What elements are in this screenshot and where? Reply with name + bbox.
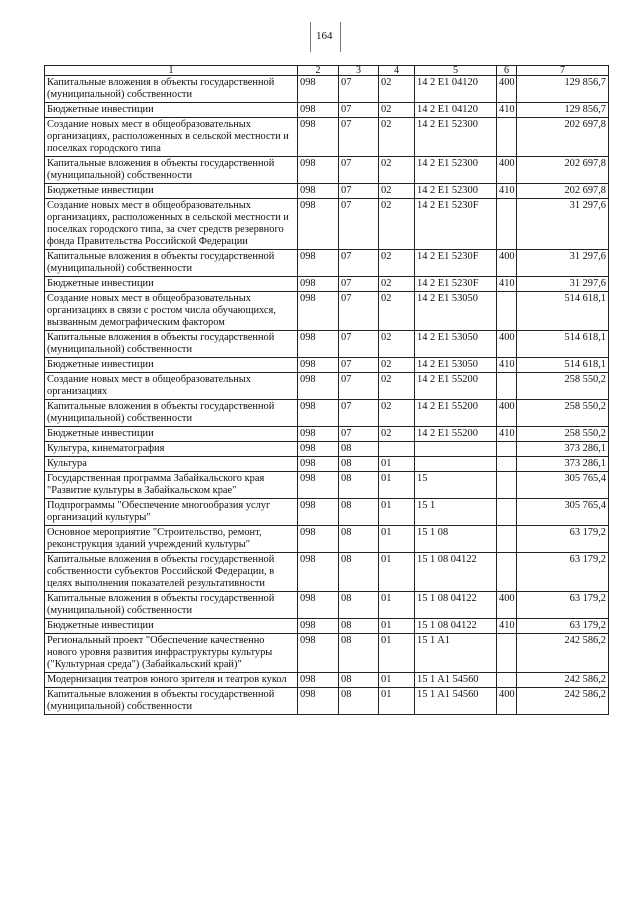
- target-article-code: [415, 457, 497, 472]
- item-name: Бюджетные инвестиции: [45, 619, 298, 634]
- section-code: 07: [339, 277, 379, 292]
- column-header: 2: [298, 66, 339, 76]
- section-code: 08: [339, 553, 379, 592]
- amount: 373 286,1: [517, 442, 609, 457]
- section-code: 08: [339, 499, 379, 526]
- expense-type-code: [497, 673, 517, 688]
- header-divider: [310, 22, 311, 52]
- grbs-code: 098: [298, 442, 339, 457]
- item-name: Бюджетные инвестиции: [45, 184, 298, 199]
- expense-type-code: [497, 526, 517, 553]
- table-row: [45, 157, 609, 184]
- item-name: Подпрограммы "Обеспечение многообразия услуг организаций культуры": [45, 499, 298, 526]
- target-article-code: 15 1 A1 54560: [415, 673, 497, 688]
- table-row: [45, 277, 609, 292]
- item-name: Создание новых мест в общеобразовательных организациях: [45, 373, 298, 400]
- expense-type-code: 410: [497, 184, 517, 199]
- item-name: Государственная программа Забайкальского края "Развитие культуры в Забайкальском крае": [45, 472, 298, 499]
- subsection-code: 02: [379, 199, 415, 250]
- table-row: [45, 292, 609, 331]
- table-row: [45, 331, 609, 358]
- amount: 63 179,2: [517, 592, 609, 619]
- amount: 31 297,6: [517, 250, 609, 277]
- expense-type-code: 410: [497, 103, 517, 118]
- target-article-code: 15: [415, 472, 497, 499]
- grbs-code: 098: [298, 457, 339, 472]
- amount: 514 618,1: [517, 331, 609, 358]
- subsection-code: 02: [379, 277, 415, 292]
- section-code: 07: [339, 157, 379, 184]
- budget-table: [44, 65, 609, 715]
- subsection-code: 01: [379, 526, 415, 553]
- grbs-code: 098: [298, 103, 339, 118]
- expense-type-code: [497, 553, 517, 592]
- target-article-code: 14 2 E1 53050: [415, 358, 497, 373]
- expense-type-code: [497, 634, 517, 673]
- section-code: 07: [339, 76, 379, 103]
- amount: 63 179,2: [517, 553, 609, 592]
- section-code: 08: [339, 526, 379, 553]
- subsection-code: 01: [379, 634, 415, 673]
- amount: 31 297,6: [517, 199, 609, 250]
- section-code: 07: [339, 103, 379, 118]
- section-code: 07: [339, 199, 379, 250]
- section-code: 07: [339, 118, 379, 157]
- column-header: 4: [379, 66, 415, 76]
- amount: 202 697,8: [517, 184, 609, 199]
- subsection-code: 01: [379, 688, 415, 715]
- target-article-code: 14 2 E1 53050: [415, 331, 497, 358]
- item-name: Культура, кинематография: [45, 442, 298, 457]
- item-name: Создание новых мест в общеобразовательных организациях, расположенных в сельской местности и поселках городского типа, за счет средств резервного фонда Правительства Российской Федерации: [45, 199, 298, 250]
- table-body: [45, 76, 609, 715]
- expense-type-code: 410: [497, 427, 517, 442]
- subsection-code: 02: [379, 400, 415, 427]
- grbs-code: 098: [298, 277, 339, 292]
- target-article-code: 15 1 08: [415, 526, 497, 553]
- table-row: [45, 358, 609, 373]
- column-header: 1: [45, 66, 298, 76]
- table-row: [45, 76, 609, 103]
- subsection-code: 02: [379, 76, 415, 103]
- subsection-code: [379, 442, 415, 457]
- table-row: [45, 634, 609, 673]
- amount: 129 856,7: [517, 76, 609, 103]
- table-row: [45, 442, 609, 457]
- grbs-code: 098: [298, 619, 339, 634]
- table-row: [45, 499, 609, 526]
- table-row: [45, 373, 609, 400]
- section-code: 07: [339, 427, 379, 442]
- subsection-code: 02: [379, 103, 415, 118]
- subsection-code: 02: [379, 373, 415, 400]
- expense-type-code: 410: [497, 277, 517, 292]
- expense-type-code: 400: [497, 157, 517, 184]
- column-header: 5: [415, 66, 497, 76]
- item-name: Создание новых мест в общеобразовательных организациях в связи с ростом числа обучающихся, вызванным демографическим фактором: [45, 292, 298, 331]
- item-name: Бюджетные инвестиции: [45, 103, 298, 118]
- target-article-code: 14 2 E1 55200: [415, 400, 497, 427]
- section-code: 08: [339, 592, 379, 619]
- subsection-code: 01: [379, 457, 415, 472]
- amount: 258 550,2: [517, 400, 609, 427]
- table-row: [45, 673, 609, 688]
- amount: 258 550,2: [517, 373, 609, 400]
- amount: 242 586,2: [517, 634, 609, 673]
- expense-type-code: 410: [497, 619, 517, 634]
- amount: 373 286,1: [517, 457, 609, 472]
- expense-type-code: 400: [497, 592, 517, 619]
- expense-type-code: [497, 292, 517, 331]
- section-code: 07: [339, 373, 379, 400]
- subsection-code: 02: [379, 292, 415, 331]
- table-row: [45, 619, 609, 634]
- target-article-code: 15 1 A1: [415, 634, 497, 673]
- target-article-code: 14 2 E1 04120: [415, 76, 497, 103]
- item-name: Бюджетные инвестиции: [45, 277, 298, 292]
- expense-type-code: 400: [497, 400, 517, 427]
- amount: 242 586,2: [517, 673, 609, 688]
- amount: 202 697,8: [517, 118, 609, 157]
- grbs-code: 098: [298, 331, 339, 358]
- target-article-code: 14 2 E1 04120: [415, 103, 497, 118]
- column-header: 6: [497, 66, 517, 76]
- grbs-code: 098: [298, 472, 339, 499]
- grbs-code: 098: [298, 673, 339, 688]
- section-code: 07: [339, 331, 379, 358]
- item-name: Капитальные вложения в объекты государственной (муниципальной) собственности: [45, 592, 298, 619]
- target-article-code: [415, 442, 497, 457]
- subsection-code: 02: [379, 427, 415, 442]
- subsection-code: 02: [379, 331, 415, 358]
- table-row: [45, 688, 609, 715]
- table-row: [45, 526, 609, 553]
- table-row: [45, 250, 609, 277]
- table-row: [45, 592, 609, 619]
- grbs-code: 098: [298, 250, 339, 277]
- expense-type-code: [497, 442, 517, 457]
- column-header: 7: [517, 66, 609, 76]
- grbs-code: 098: [298, 592, 339, 619]
- amount: 31 297,6: [517, 277, 609, 292]
- table-row: [45, 400, 609, 427]
- target-article-code: 14 2 E1 5230F: [415, 199, 497, 250]
- header-divider: [340, 22, 341, 52]
- section-code: 07: [339, 292, 379, 331]
- item-name: Создание новых мест в общеобразовательных организациях, расположенных в сельской местности и поселках городского типа: [45, 118, 298, 157]
- target-article-code: 15 1 08 04122: [415, 553, 497, 592]
- table-row: [45, 199, 609, 250]
- grbs-code: 098: [298, 526, 339, 553]
- expense-type-code: 400: [497, 331, 517, 358]
- target-article-code: 15 1 08 04122: [415, 619, 497, 634]
- target-article-code: 14 2 E1 52300: [415, 184, 497, 199]
- target-article-code: 14 2 E1 5230F: [415, 277, 497, 292]
- amount: 258 550,2: [517, 427, 609, 442]
- subsection-code: 01: [379, 499, 415, 526]
- item-name: Региональный проект "Обеспечение качественно нового уровня развития инфраструктуры культуры ("Культурная среда") (Забайкальский край)": [45, 634, 298, 673]
- expense-type-code: 400: [497, 688, 517, 715]
- grbs-code: 098: [298, 199, 339, 250]
- grbs-code: 098: [298, 499, 339, 526]
- target-article-code: 14 2 E1 52300: [415, 118, 497, 157]
- subsection-code: 02: [379, 157, 415, 184]
- item-name: Бюджетные инвестиции: [45, 427, 298, 442]
- subsection-code: 01: [379, 472, 415, 499]
- table-row: [45, 103, 609, 118]
- section-code: 08: [339, 457, 379, 472]
- table-row: [45, 184, 609, 199]
- amount: 514 618,1: [517, 292, 609, 331]
- item-name: Капитальные вложения в объекты государственной собственности субъектов Российской Федерации, в целях выполнения показателей результативности: [45, 553, 298, 592]
- expense-type-code: 400: [497, 250, 517, 277]
- target-article-code: 14 2 E1 55200: [415, 427, 497, 442]
- grbs-code: 098: [298, 358, 339, 373]
- item-name: Капитальные вложения в объекты государственной (муниципальной) собственности: [45, 688, 298, 715]
- page-number: 164: [316, 30, 333, 42]
- amount: 305 765,4: [517, 499, 609, 526]
- section-code: 08: [339, 619, 379, 634]
- column-header: 3: [339, 66, 379, 76]
- grbs-code: 098: [298, 553, 339, 592]
- grbs-code: 098: [298, 292, 339, 331]
- grbs-code: 098: [298, 373, 339, 400]
- grbs-code: 098: [298, 688, 339, 715]
- expense-type-code: 400: [497, 76, 517, 103]
- section-code: 08: [339, 634, 379, 673]
- target-article-code: 15 1: [415, 499, 497, 526]
- amount: 129 856,7: [517, 103, 609, 118]
- expense-type-code: 410: [497, 358, 517, 373]
- subsection-code: 02: [379, 358, 415, 373]
- subsection-code: 02: [379, 184, 415, 199]
- grbs-code: 098: [298, 118, 339, 157]
- section-code: 07: [339, 250, 379, 277]
- item-name: Культура: [45, 457, 298, 472]
- expense-type-code: [497, 472, 517, 499]
- subsection-code: 01: [379, 553, 415, 592]
- target-article-code: 14 2 E1 52300: [415, 157, 497, 184]
- section-code: 08: [339, 472, 379, 499]
- subsection-code: 01: [379, 673, 415, 688]
- amount: 63 179,2: [517, 619, 609, 634]
- amount: 305 765,4: [517, 472, 609, 499]
- subsection-code: 01: [379, 619, 415, 634]
- item-name: Бюджетные инвестиции: [45, 358, 298, 373]
- target-article-code: 14 2 E1 5230F: [415, 250, 497, 277]
- target-article-code: 15 1 08 04122: [415, 592, 497, 619]
- grbs-code: 098: [298, 427, 339, 442]
- amount: 202 697,8: [517, 157, 609, 184]
- table-row: [45, 457, 609, 472]
- expense-type-code: [497, 118, 517, 157]
- target-article-code: 15 1 A1 54560: [415, 688, 497, 715]
- item-name: Модернизация театров юного зрителя и театров кукол: [45, 673, 298, 688]
- item-name: Капитальные вложения в объекты государственной (муниципальной) собственности: [45, 400, 298, 427]
- expense-type-code: [497, 199, 517, 250]
- table-row: [45, 472, 609, 499]
- table-row: [45, 118, 609, 157]
- target-article-code: 14 2 E1 53050: [415, 292, 497, 331]
- amount: 514 618,1: [517, 358, 609, 373]
- section-code: 08: [339, 688, 379, 715]
- section-code: 07: [339, 184, 379, 199]
- item-name: Капитальные вложения в объекты государственной (муниципальной) собственности: [45, 331, 298, 358]
- expense-type-code: [497, 373, 517, 400]
- section-code: 07: [339, 358, 379, 373]
- item-name: Капитальные вложения в объекты государственной (муниципальной) собственности: [45, 250, 298, 277]
- item-name: Основное мероприятие "Строительство, ремонт, реконструкция зданий учреждений культуры": [45, 526, 298, 553]
- target-article-code: 14 2 E1 55200: [415, 373, 497, 400]
- grbs-code: 098: [298, 634, 339, 673]
- table-row: [45, 427, 609, 442]
- grbs-code: 098: [298, 184, 339, 199]
- amount: 63 179,2: [517, 526, 609, 553]
- grbs-code: 098: [298, 76, 339, 103]
- section-code: 08: [339, 442, 379, 457]
- expense-type-code: [497, 457, 517, 472]
- expense-type-code: [497, 499, 517, 526]
- table-row: [45, 553, 609, 592]
- section-code: 07: [339, 400, 379, 427]
- item-name: Капитальные вложения в объекты государственной (муниципальной) собственности: [45, 76, 298, 103]
- subsection-code: 01: [379, 592, 415, 619]
- subsection-code: 02: [379, 250, 415, 277]
- subsection-code: 02: [379, 118, 415, 157]
- grbs-code: 098: [298, 157, 339, 184]
- column-numbers-row: [45, 66, 609, 76]
- amount: 242 586,2: [517, 688, 609, 715]
- item-name: Капитальные вложения в объекты государственной (муниципальной) собственности: [45, 157, 298, 184]
- grbs-code: 098: [298, 400, 339, 427]
- section-code: 08: [339, 673, 379, 688]
